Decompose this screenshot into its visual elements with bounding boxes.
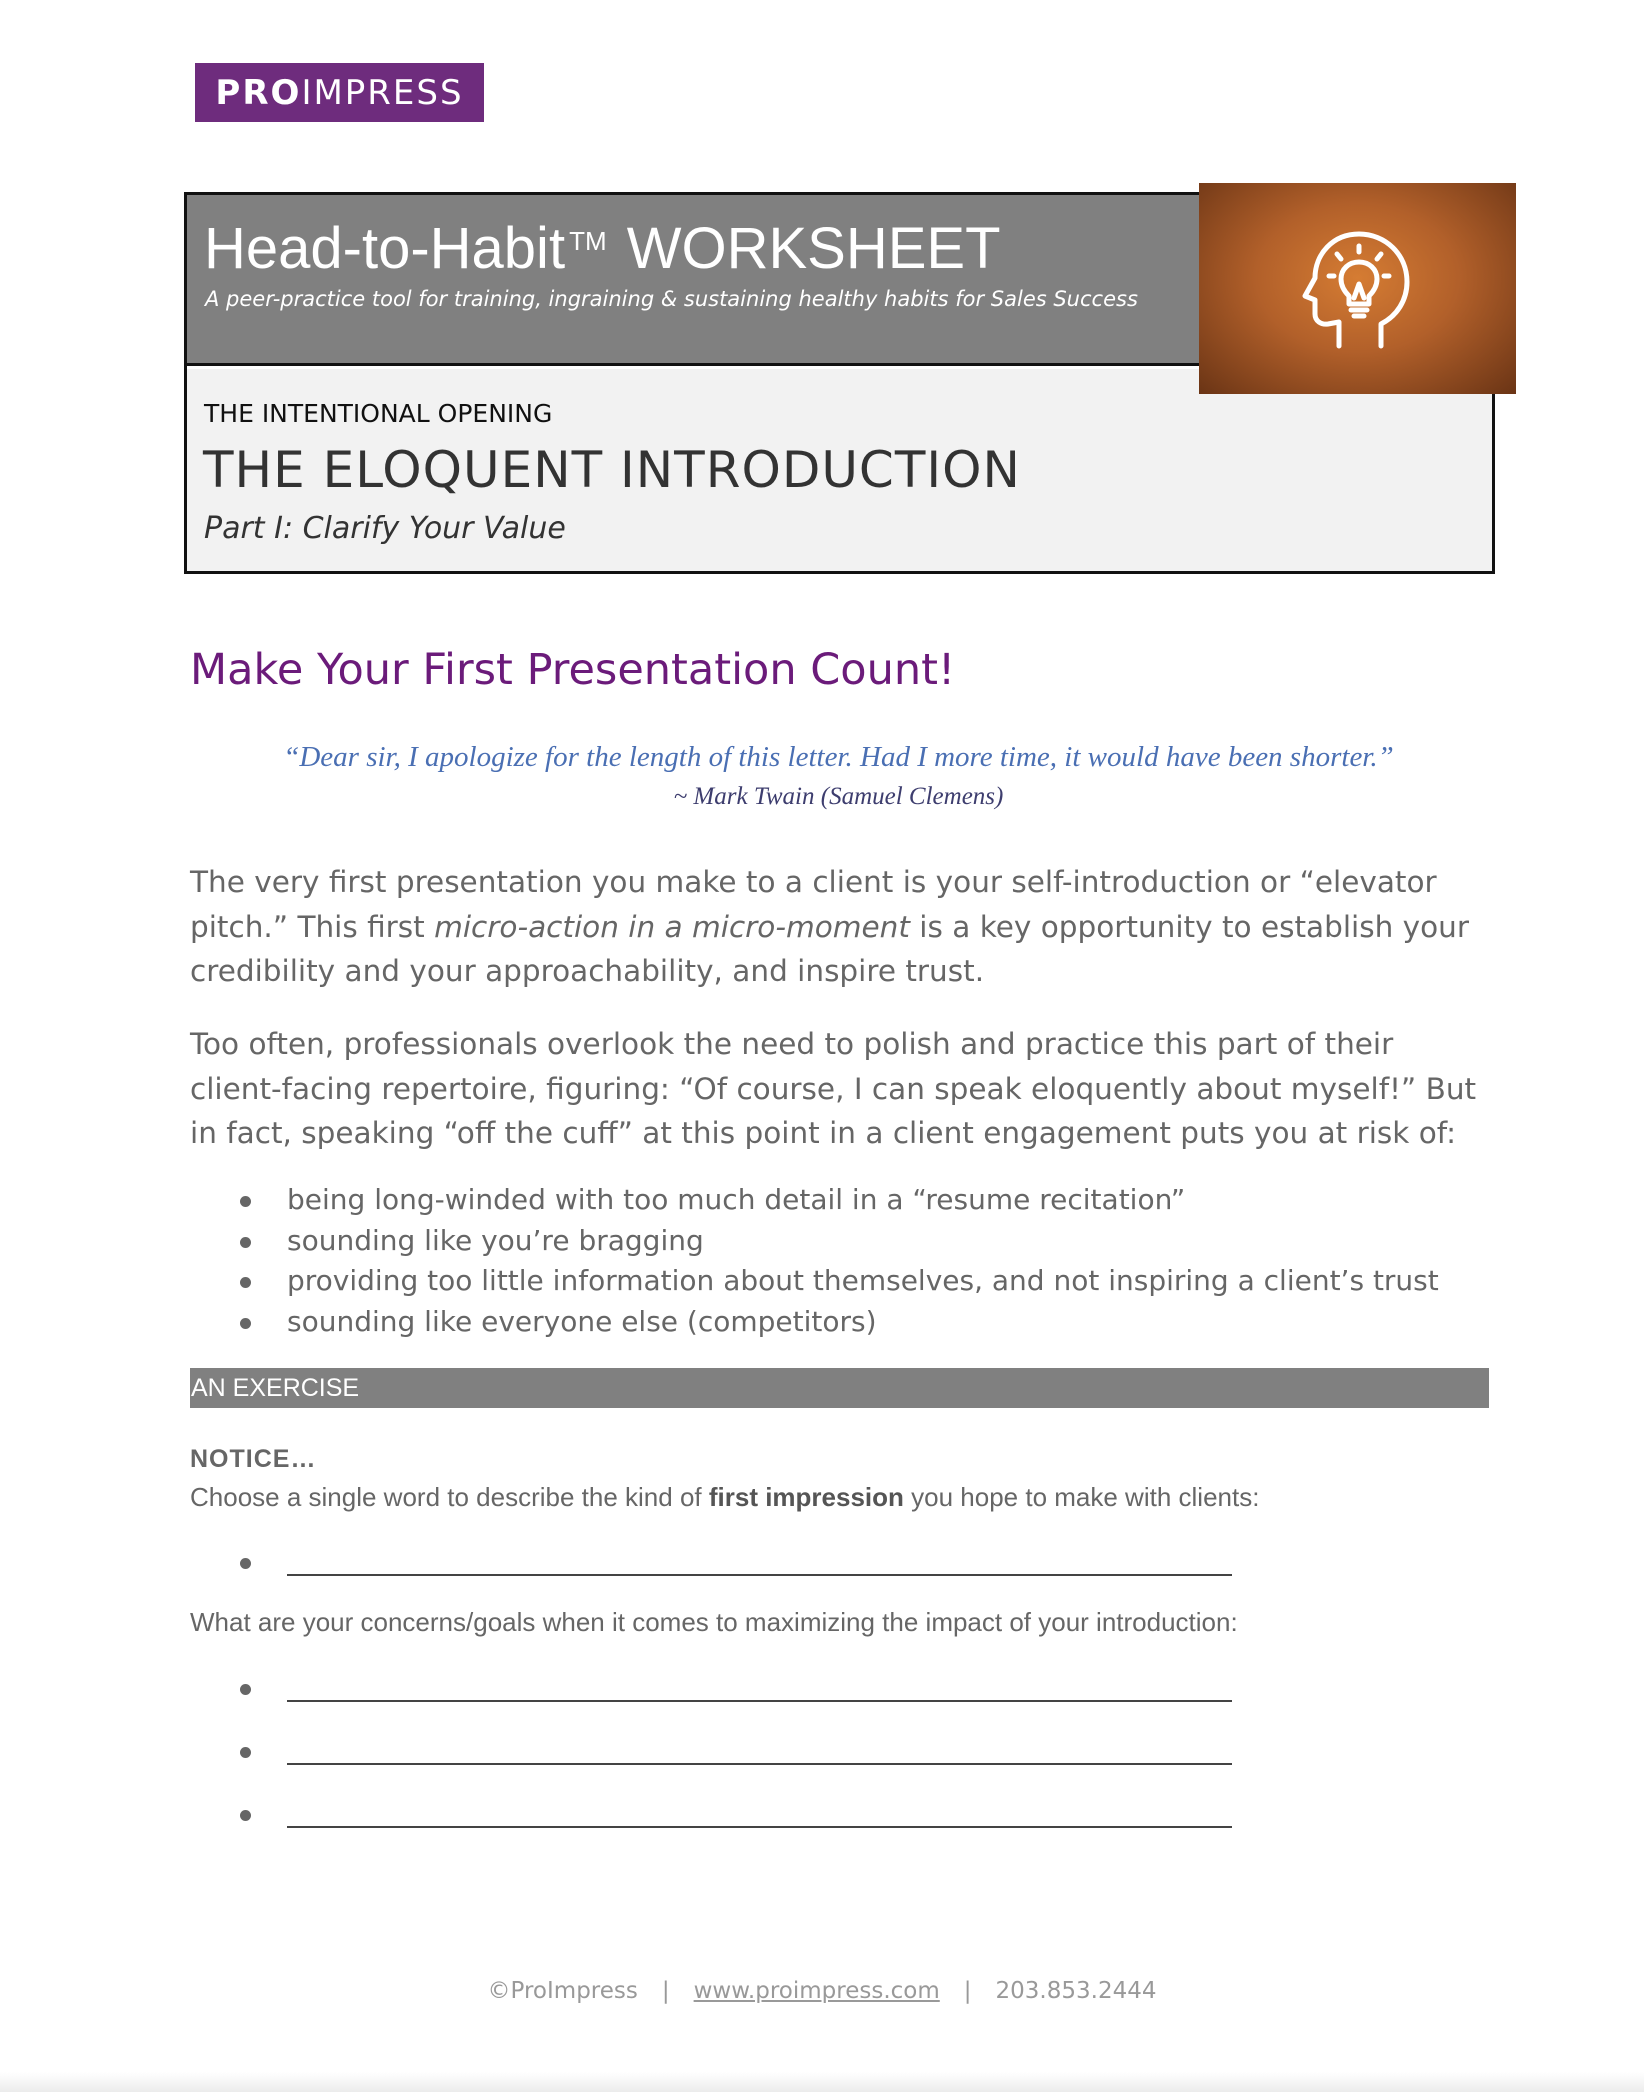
first-impression-prompt — [190, 1482, 1259, 1513]
header-section-band — [187, 369, 1492, 571]
quote-text: “Dear sir, I apologize for the length of this letter. Had I more time, it would have been shorter.” — [283, 741, 1394, 773]
main-heading: Make Your First Presentation Count! — [190, 645, 956, 695]
quote-attribution: ~ Mark Twain (Samuel Clemens) — [673, 783, 1004, 810]
risk-paragraph: Too often, professionals overlook the need to polish and practice this part of their client-facing repertoire, figuring: “Of course, I can speak eloquently about myself!” But in fact, speaking “off the cuff” at this point in a client engagement puts you at risk of: — [190, 1027, 1477, 1150]
intro-paragraph-start: The very first presentation you make to a client is your self-introduction or “elevator pitch.” This first — [190, 865, 1437, 944]
risk-list — [240, 1180, 1439, 1342]
logo-bold-text: PRO — [215, 72, 302, 113]
intro-paragraph-end: is a key opportunity to establish your credibility and your approachability, and inspire trust. — [190, 909, 1469, 988]
footer-separator: | — [661, 1978, 670, 2004]
trademark-mark: TM — [569, 226, 607, 256]
exercise-section-bar: AN EXERCISE — [190, 1368, 1489, 1408]
list-item — [240, 1180, 1439, 1221]
concerns-goals-prompt: What are your concerns/goals when it comes to maximizing the impact of your introduction: — [190, 1607, 1238, 1637]
footer-copyright: ©ProImpress — [487, 1978, 638, 2004]
worksheet-title-main: Head-to-Habit — [204, 216, 566, 281]
bullet-icon — [240, 1684, 251, 1695]
notice-label: NOTICE… — [190, 1445, 317, 1473]
concerns-answer-line-2[interactable] — [240, 1737, 1235, 1767]
head-lightbulb-icon — [1199, 183, 1516, 394]
footer-phone: 203.853.2444 — [995, 1978, 1157, 2004]
bullet-icon — [240, 1318, 251, 1329]
footer-separator: | — [963, 1978, 972, 2004]
prompt-end: you hope to make with clients: — [903, 1482, 1260, 1512]
bullet-icon — [240, 1810, 251, 1821]
first-impression-answer-line[interactable] — [240, 1548, 1235, 1578]
section-kicker: THE INTENTIONAL OPENING — [204, 399, 553, 428]
intro-paragraph — [190, 860, 1490, 994]
risk-text: sounding like everyone else (competitors) — [287, 1304, 877, 1338]
concerns-answer-line-1[interactable] — [240, 1674, 1235, 1704]
list-item — [240, 1221, 1439, 1262]
prompt-bold: first impression — [708, 1482, 904, 1512]
footer-website-link[interactable]: www.proimpress.com — [693, 1978, 940, 2004]
risk-text: providing too little information about themselves, and not inspiring a client’s trust — [287, 1264, 1439, 1297]
proimpress-logo — [195, 63, 484, 122]
risk-text: sounding like you’re bragging — [287, 1223, 704, 1257]
logo-light-text: IMPRESS — [301, 72, 464, 113]
answer-rule — [287, 1700, 1232, 1702]
list-item — [240, 1302, 1439, 1343]
bullet-icon — [240, 1237, 251, 1248]
bullet-icon — [240, 1277, 251, 1288]
worksheet-subtitle: A peer-practice tool for training, ingraining & sustaining healthy habits for Sales Success — [205, 287, 1138, 311]
prompt-start: Choose a single word to describe the kind of — [190, 1482, 709, 1512]
intro-paragraph-emphasis: micro-action in a micro-moment — [434, 909, 910, 944]
bullet-icon — [240, 1558, 251, 1569]
list-item — [240, 1261, 1439, 1302]
page-bottom-edge — [0, 2072, 1644, 2092]
worksheet-title — [204, 215, 1001, 282]
answer-rule — [287, 1763, 1232, 1765]
concerns-answer-line-3[interactable] — [240, 1800, 1235, 1830]
bullet-icon — [240, 1196, 251, 1207]
page-footer — [0, 1978, 1644, 2004]
answer-rule — [287, 1826, 1232, 1828]
answer-rule — [287, 1574, 1232, 1576]
section-title: THE ELOQUENT INTRODUCTION — [203, 441, 1021, 499]
bullet-icon — [240, 1747, 251, 1758]
section-part: Part I: Clarify Your Value — [204, 511, 566, 546]
risk-text: being long-winded with too much detail in a “resume recitation” — [287, 1183, 1186, 1216]
worksheet-title-suffix: WORKSHEET — [626, 216, 1001, 281]
